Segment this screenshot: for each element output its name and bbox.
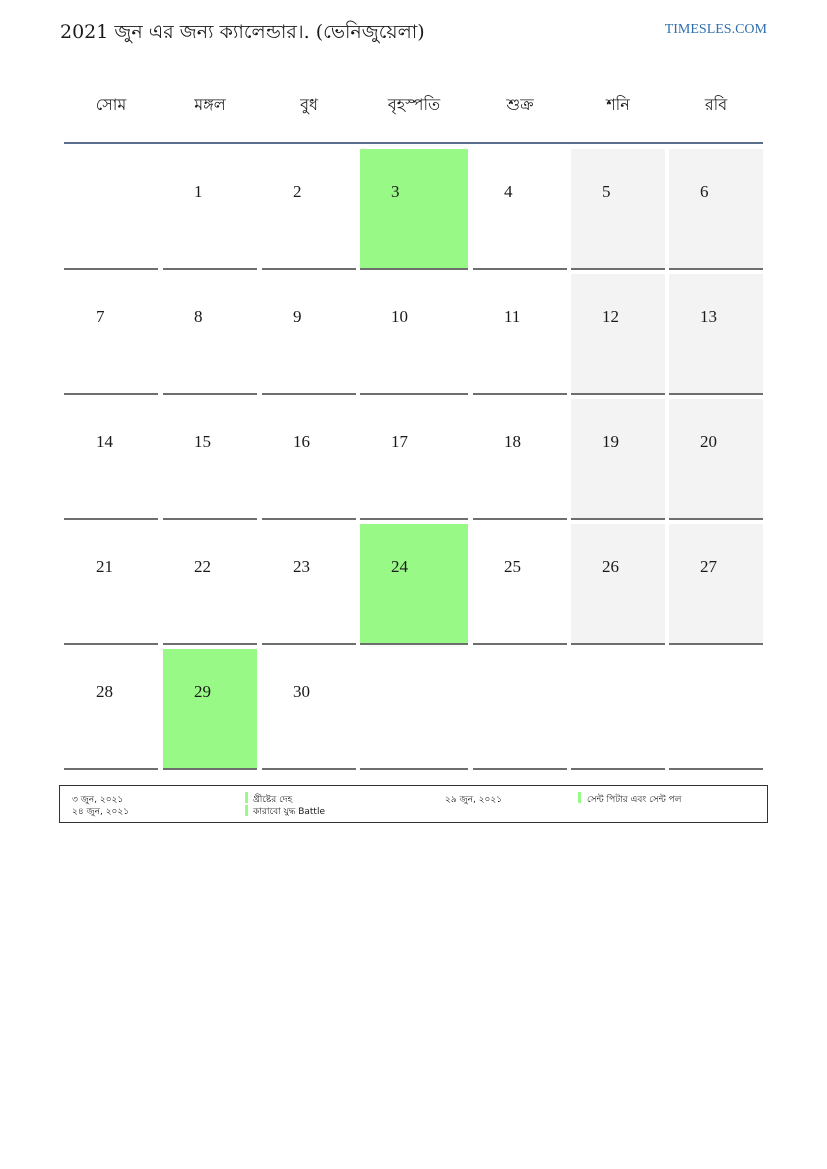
day-number: 25 [504, 557, 521, 576]
day-number: 19 [602, 432, 619, 451]
day-cell[interactable] [262, 649, 356, 770]
day-cell[interactable] [64, 649, 158, 770]
day-cell[interactable] [64, 274, 158, 395]
holiday-day-cell[interactable] [163, 649, 257, 770]
legend-holiday-name: কারাবো যুদ্ধ Battle [253, 807, 325, 817]
legend-color-marker [245, 805, 248, 816]
day-number: 22 [194, 557, 211, 576]
day-cell[interactable] [669, 524, 763, 645]
day-number: 27 [700, 557, 717, 576]
day-number: 26 [602, 557, 619, 576]
day-cell[interactable] [64, 399, 158, 520]
day-cell[interactable] [473, 149, 567, 270]
day-number: 20 [700, 432, 717, 451]
day-number: 8 [194, 307, 203, 326]
weekday-header [64, 80, 763, 142]
day-cell[interactable] [64, 524, 158, 645]
empty-day-cell [64, 149, 158, 270]
legend-date: ২৯ জুন, ২০২১ [445, 795, 503, 805]
weekday-label: শুক্র [506, 95, 534, 114]
site-link[interactable]: TIMESLES.COM [664, 22, 767, 37]
day-cell[interactable] [669, 399, 763, 520]
day-number: 9 [293, 307, 302, 326]
weekday-label: মঙ্গল [194, 95, 226, 114]
day-cell[interactable] [163, 524, 257, 645]
day-number: 11 [504, 307, 521, 326]
day-number: 1 [194, 182, 203, 201]
day-number: 4 [504, 182, 513, 201]
day-cell[interactable] [669, 274, 763, 395]
day-cell[interactable] [571, 149, 665, 270]
day-cell[interactable] [669, 149, 763, 270]
day-number: 6 [700, 182, 709, 201]
day-number: 30 [293, 682, 310, 701]
day-cell[interactable] [262, 524, 356, 645]
day-number: 29 [194, 682, 211, 701]
day-cell[interactable] [163, 149, 257, 270]
empty-day-cell [669, 649, 763, 770]
day-cell[interactable] [473, 274, 567, 395]
header-divider [64, 142, 763, 144]
day-cell[interactable] [262, 399, 356, 520]
legend-date: ৩ জুন, ২০২১ [72, 795, 124, 805]
weekday-label: বুধ [300, 95, 318, 114]
day-number: 23 [293, 557, 310, 576]
day-number: 13 [700, 307, 717, 326]
empty-day-cell [473, 649, 567, 770]
day-number: 28 [96, 682, 113, 701]
empty-day-cell [360, 649, 468, 770]
day-number: 14 [96, 432, 113, 451]
weekday-label: বৃহস্পতি [387, 95, 441, 114]
day-number: 7 [96, 307, 105, 326]
day-number: 24 [391, 557, 408, 576]
legend-color-marker [245, 792, 248, 803]
legend-holiday-name: খ্রীষ্টের দেহ [253, 795, 293, 805]
day-number: 12 [602, 307, 619, 326]
legend-color-marker [578, 792, 581, 803]
day-number: 16 [293, 432, 310, 451]
day-cell[interactable] [571, 524, 665, 645]
empty-day-cell [571, 649, 665, 770]
day-number: 21 [96, 557, 113, 576]
day-number: 10 [391, 307, 408, 326]
day-number: 2 [293, 182, 302, 201]
holiday-day-cell[interactable] [360, 149, 468, 270]
day-cell[interactable] [163, 274, 257, 395]
day-number: 15 [194, 432, 211, 451]
weekday-label: শনি [606, 95, 630, 114]
holiday-day-cell[interactable] [360, 524, 468, 645]
weekday-label: রবি [704, 95, 728, 114]
day-number: 5 [602, 182, 611, 201]
day-cell[interactable] [473, 524, 567, 645]
day-cell[interactable] [571, 274, 665, 395]
page-title: 2021 জুন এর জন্য ক্যালেন্ডার।. (ভেনিজুয়েলা) [60, 21, 425, 43]
day-number: 3 [391, 182, 400, 201]
day-cell[interactable] [360, 399, 468, 520]
day-number: 17 [391, 432, 408, 451]
day-number: 18 [504, 432, 521, 451]
day-cell[interactable] [163, 399, 257, 520]
holiday-legend [59, 785, 768, 823]
day-cell[interactable] [262, 274, 356, 395]
weekday-label: সোম [95, 95, 127, 114]
day-cell[interactable] [360, 274, 468, 395]
day-cell[interactable] [571, 399, 665, 520]
legend-date: ২৪ জুন, ২০২১ [72, 807, 130, 817]
legend-holiday-name: সেন্ট পিটার এবং সেন্ট পল [587, 795, 682, 805]
day-cell[interactable] [262, 149, 356, 270]
day-cell[interactable] [473, 399, 567, 520]
